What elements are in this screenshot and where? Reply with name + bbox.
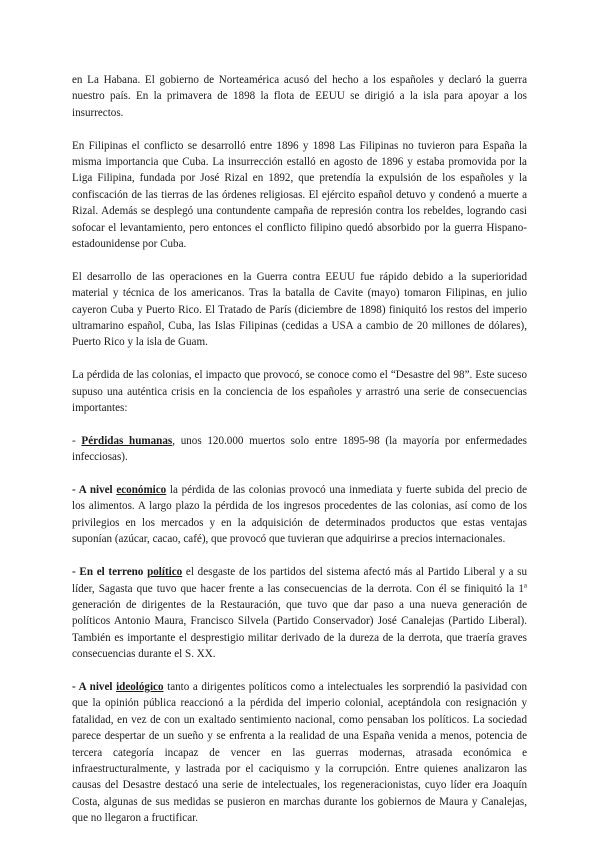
paragraph-political xyxy=(72,564,527,662)
paragraph-war-operations: El desarrollo de las operaciones en la Guerra contra EEUU fue rápido debido a la superioridad material y técnica de los americanos. Tras la batalla de Cavite (mayo) tomaron Filipinas, en julio cayeron Cuba y Puerto Rico. El Tratado de París (diciembre de 1898) finiquitó los restos del imperio ultramarino español, Cuba, las Islas Filipinas (cedidas a USA a cambio de 20 millones de dólares), Puerto Rico y la isla de Guam. xyxy=(72,270,527,349)
term-human-losses: Pérdidas humanas xyxy=(81,434,173,447)
ideological-lead: - A nivel xyxy=(72,680,117,693)
term-political: político xyxy=(147,566,183,579)
political-lead: - En el terreno xyxy=(72,566,148,579)
document-page xyxy=(72,72,527,843)
term-ideological: ideológico xyxy=(116,680,164,693)
paragraph-cuba-war: en La Habana. El gobierno de Norteamérica acusó del hecho a los españoles y declaró la guerra nuestro país. En la primavera de 1898 la flota de EEUU se dirigió a la isla para apoyar a los insurrectos. xyxy=(72,74,527,119)
ideological-text: tanto a dirigentes políticos como a intelectuales les sorprendió la pasividad con que la opinión pública reaccionó a la pérdida del imperio colonial, aceptándola con resignación y fatalidad, en vez de con un exaltado sentimiento nacional, como pensaban los políticos. La sociedad parece despertar de un sueño y se enfrenta a la realidad de una España venida a menos, potencia de tercera categoría incapaz de vencer en las guerras modernas, atrasada económica e infraestructuralmente, y lastrada por el caciquismo y la corrupción. Entre quienes analizaron las causas del Desastre destacó una serie de intelectuales, los regeneracionistas, cuyo líder era Joaquín Costa, algunas de sus medidas se pusieron en marchas durante los gobiernos de Maura y Canalejas, que no llegaron a fructificar. xyxy=(72,680,527,825)
paragraph-ideological xyxy=(72,679,527,827)
economic-text: la pérdida de las colonias provocó una inmediata y fuerte subida del precio de los alimentos. A largo plazo la pérdida de los ingresos procedentes de las colonias, así como de los privilegios en los mercados y en la adquisición de determinados productos que estas ventajas suponían (azúcar, cacao, café), que provocó que tuvieran que adquirirse a precios internacionales. xyxy=(72,484,528,546)
political-text-a: el desgaste de los partidos del sistema afectó más al Partido Liberal y a su líder, Sagasta que tuvo que hacer frente a las consecuencias de la derrota. Con él se finiquitó la 1 xyxy=(72,566,527,595)
paragraph-disaster-98: La pérdida de las colonias, el impacto que provocó, se conoce como el “Desastre del 98”. Este suceso supuso una auténtica crisis en la conciencia de los españoles y arrastró una serie de consecuencias importantes: xyxy=(72,369,527,415)
paragraph-human-losses xyxy=(72,433,527,466)
human-losses-text: , unos 120.000 muertos solo entre 1895-98 (la mayoría por enfermedades infecciosas). xyxy=(72,434,527,464)
list-dash: - xyxy=(72,434,82,447)
economic-lead: - A nivel xyxy=(72,484,117,497)
paragraph-economic xyxy=(72,482,527,548)
paragraph-philippines: En Filipinas el conflicto se desarrolló entre 1896 y 1898 Las Filipinas no tuvieron para España la misma importancia que Cuba. La insurrección estalló en agosto de 1896 y estaba promovida por la Liga Filipina, fundada por José Rizal en 1892, que pretendía la expulsión de los españoles y la confiscación de las tierras de las órdenes religiosas. El ejército español detuvo y condenó a muerte a Rizal. Además se desplegó una contundente campaña de represión contra los rebeldes, logrando casi sofocar el levantamiento, pero entonces el conflicto filipino quedó absorbido por la guerra Hispano-estadounidense por Cuba. xyxy=(72,139,527,251)
political-text-b: generación de dirigentes de la Restauración, que tuvo que dar paso a una nueva generación de políticos Antonio Maura, Francisco Silvela (Partido Conservador) José Canalejas (Partido Liberal). También es importante el desprestigio militar derivado de la dureza de la derrota, que traería graves consecuencias durante el S. XX. xyxy=(72,598,527,661)
ordinal-superscript: a xyxy=(523,580,527,589)
term-economic: económico xyxy=(116,484,167,497)
